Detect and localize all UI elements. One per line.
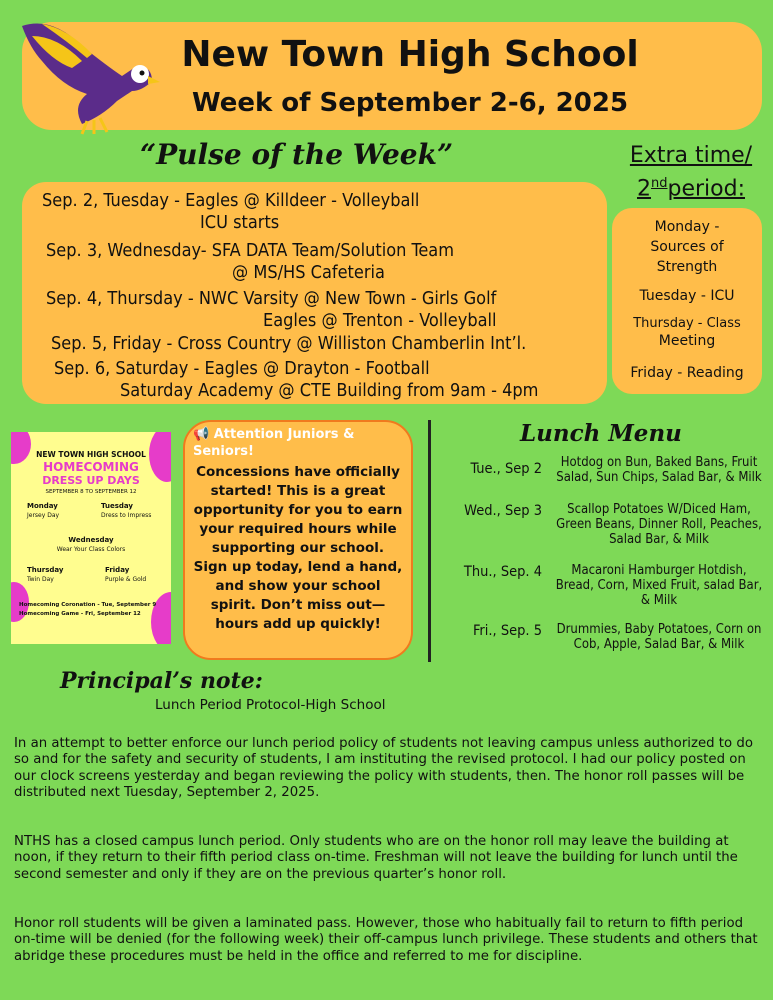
event-line: Sep. 4, Thursday - NWC Varsity @ New Town - Girls Golf (46, 288, 497, 309)
event-line: Sep. 2, Tuesday - Eagles @ Killdeer - Volleyball (42, 190, 420, 211)
lunch-menu-title: Lunch Menu (520, 420, 682, 447)
extra-item: Meeting (658, 333, 716, 349)
lunch-day: Wed., Sep 3 (464, 503, 542, 519)
extra-time-title: Extra time/ 2ndperiod: (629, 143, 753, 202)
school-title: New Town High School (181, 34, 639, 75)
event-line: Sep. 3, Wednesday- SFA DATA Team/Solution Team (46, 240, 454, 261)
extra-item: Tuesday - ICU (639, 288, 735, 304)
extra-item: Strength (656, 259, 718, 275)
extra-item: Thursday - Class (633, 316, 741, 331)
divider (428, 420, 431, 662)
note-paragraph: Honor roll students will be given a laminated pass. However, those who habitually fail to return to fifth period on-time will be denied (for the following week) their off-campus lunch privilege. These students and others that abridge these procedures must be held in the office and referred to me for discipline. (14, 916, 758, 964)
event-line: Sep. 6, Saturday - Eagles @ Drayton - Football (54, 358, 430, 379)
lunch-items: Drummies, Baby Potatoes, Corn on Cob, Apple, Salad Bar, & Milk (556, 622, 762, 652)
event-line: Eagles @ Trenton - Volleyball (263, 310, 497, 331)
event-line: ICU starts (200, 212, 280, 233)
pulse-title: “Pulse of the Week” (140, 138, 454, 171)
lunch-items: Hotdog on Bun, Baked Bans, Fruit Salad, Sun Chips, Salad Bar, & Milk (556, 455, 762, 485)
lunch-items: Scallop Potatoes W/Diced Ham, Green Beans, Dinner Roll, Peaches, Salad Bar, & Milk (556, 502, 762, 547)
extra-item: Sources of (650, 239, 724, 255)
note-paragraph: NTHS has a closed campus lunch period. Only students who are on the honor roll may leave the building at noon, if they return to their fifth period class on-time. Freshman will not leave the building for lunch until the second semester and only if they are on the previous quarter’s honor roll. (14, 834, 738, 882)
attention-body: Concessions have officially started! This is a great opportunity for you to earn your required hours while supporting our school. Sign up today, lend a hand, and show your school spirit. Don’t miss out—hours add up quickly! (193, 464, 403, 632)
extra-item: Monday - (654, 219, 720, 235)
week-title: Week of September 2-6, 2025 (191, 88, 629, 118)
lunch-day: Thu., Sep. 4 (463, 564, 542, 580)
lunch-items: Macaroni Hamburger Hotdish, Bread, Corn, Mixed Fruit, salad Bar, & Milk (555, 563, 763, 608)
note-paragraph: In an attempt to better enforce our lunch period policy of students not leaving campus unless authorized to do so and for the safety and security of students, I am instituting the revised protocol. I had our policy posted on our clock screens yesterday and began reviewing the policy with students, then. The honor roll passes will be distributed next Tuesday, September 2, 2025. (14, 736, 753, 800)
event-line: @ MS/HS Cafeteria (232, 262, 385, 283)
protocol-subtitle: Lunch Period Protocol-High School (155, 697, 386, 713)
megaphone-icon: 📢 (193, 427, 210, 442)
homecoming-flyer: NEW TOWN HIGH SCHOOL HOMECOMING DRESS UP DAYS SEPTEMBER 8 TO SEPTEMBER 12 Monday Jersey Day Tuesday Dress to Impress Wednesday Wear Your Class Colors Thursday Twin Day Friday Purple & Gold Homecoming Coronation - Tue, September 9 Homecoming Game - Fri, September 12 (11, 432, 171, 644)
principal-note-title: Principal’s note: (60, 668, 263, 694)
event-line: Saturday Academy @ CTE Building from 9am - 4pm (120, 380, 539, 401)
lunch-day: Fri., Sep. 5 (472, 623, 542, 639)
attention-heading: 📢 Attention Juniors & Seniors! (193, 427, 355, 459)
lunch-day: Tue., Sep 2 (470, 461, 542, 477)
event-line: Sep. 5, Friday - Cross Country @ Williston Chamberlin Int’l. (51, 333, 527, 354)
extra-item: Friday - Reading (630, 365, 744, 381)
